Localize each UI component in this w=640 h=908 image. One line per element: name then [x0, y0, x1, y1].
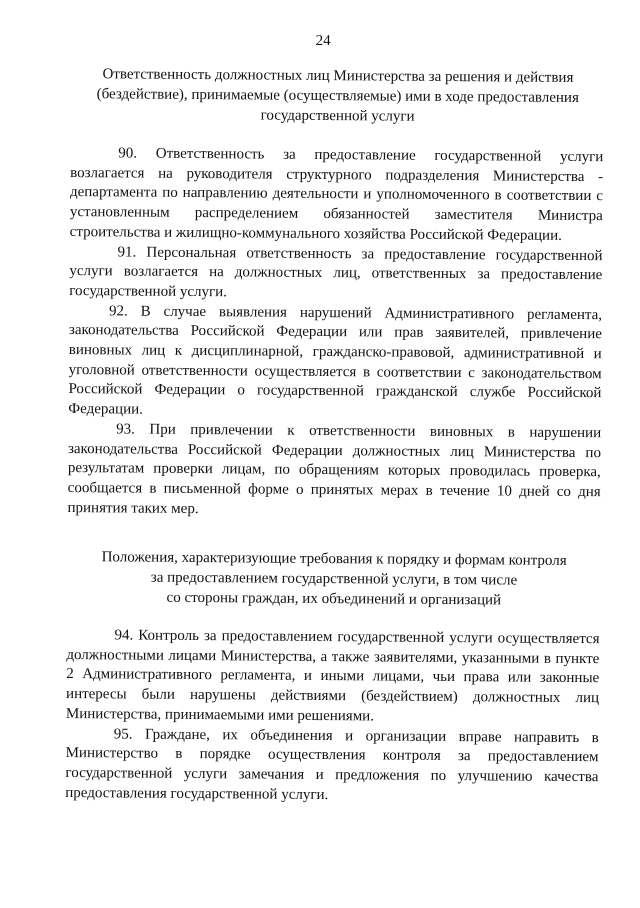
- page-number: 24: [315, 32, 331, 50]
- paragraph-92: 92. В случае выявления нарушений Административного регламента, законодательства Российской Федерации или прав заявителей, привлечение виновных лиц к дисциплинарной, гражданско-правовой, административной и уголовной ответственности осуществляется в соответствии с законодательством Российской Федерации о государственной гражданской службе Российской Федерации.: [68, 302, 603, 418]
- paragraph-93: 93. При привлечении к ответственности виновных в нарушении законодательства Российской Федерации должностных лиц Министерства по результатам проверки лицам, по обращениям которых проводилась проверка, сообщается в письменной форме о принятых мерах в течение 10 дней со дня принятия таких мер.: [67, 421, 602, 517]
- heading-line: за предоставлением государственной услуги, в том числе: [150, 569, 518, 589]
- heading-line: (бездействие), принимаемые (осуществляемые) ими в ходе предоставления: [96, 86, 579, 107]
- heading-line: Ответственность должностных лиц Министерства за решения и действия: [102, 66, 574, 86]
- paragraph-90: 90. Ответственность за предоставление государственной услуги возлагается на руководителя структурного подразделения Министерства - департамента по направлению деятельности и уполномоченного в соответствии с установленным распределением обязанностей заместителя Министра строительства и жилищно-коммунального хозяйства Российской Федерации.: [69, 145, 604, 244]
- heading-line: государственной услуги: [260, 107, 415, 125]
- section-heading-control: [69, 547, 599, 611]
- paragraph-94: 94. Контроль за предоставлением государственной услуги осуществляется должностными лицами Министерства, а также заявителями, указанными в пункте 2 Административного регламента, и иными лицами, чьи права или законные интересы были нарушены действиями (бездействием) должностных лиц Министерства, принимаемыми ими решениями.: [65, 627, 600, 725]
- section-body-control: [65, 626, 599, 808]
- heading-line: Положения, характеризующие требования к порядку и формам контроля: [101, 549, 567, 569]
- section-heading-responsibility: [73, 64, 603, 128]
- paragraph-95: 95. Граждане, их объединения и организации вправе направить в Министерство в порядке осуществления контроля за предоставлением государственной услуги замечания и предложения по улучшению качества предоставления государственной услуги.: [65, 725, 599, 803]
- heading-line: со стороны граждан, их объединений и организаций: [166, 589, 502, 609]
- section-body-responsibility: [67, 144, 603, 523]
- paragraph-91: 91. Персональная ответственность за предоставление государственной услуги возлагается на должностных лиц, ответственных за предоставление государственной услуги.: [69, 243, 603, 301]
